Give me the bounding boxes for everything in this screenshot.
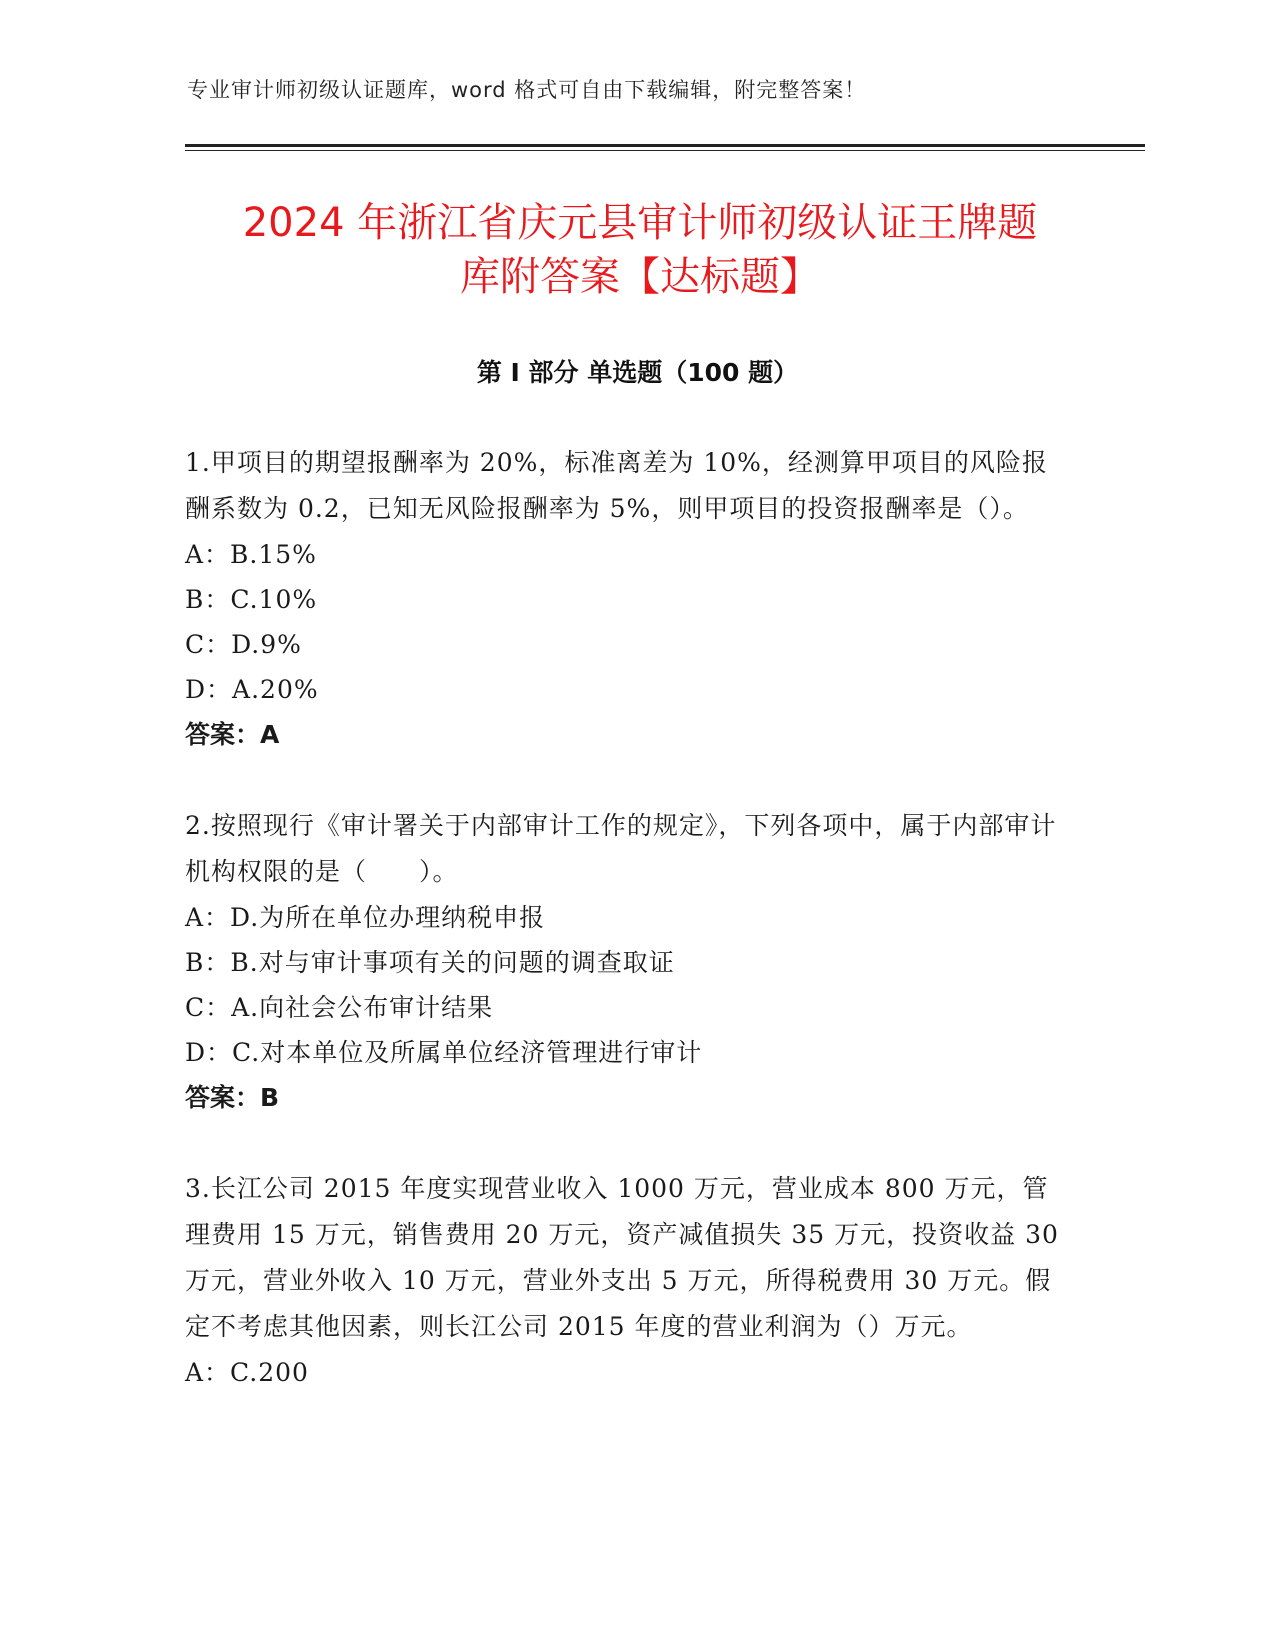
option-a: A：D.为所在单位办理纳税申报 xyxy=(185,903,546,932)
question-1 xyxy=(185,440,1065,757)
question-stem: 3.长江公司 2015 年度实现营业收入 1000 万元，营业成本 800 万元，管理费用 15 万元，销售费用 20 万元，资产减值损失 35 万元，投资收益 30 万元，营业外收入 10 万元，营业外支出 5 万元，所得税费用 30 万元。假定不考虑其他因素，则长江公司 2015 年度的营业利润为（）万元。 xyxy=(185,1174,1059,1341)
question-2 xyxy=(185,803,1065,1120)
option-b: B：B.对与审计事项有关的问题的调查取证 xyxy=(185,948,675,977)
question-list xyxy=(185,440,1065,1441)
header-rule xyxy=(185,144,1145,147)
option-a: A：B.15% xyxy=(185,540,317,569)
title-line-2: 库附答案【达标题】 xyxy=(460,254,820,300)
option-d: D：C.对本单位及所属单位经济管理进行审计 xyxy=(185,1038,703,1067)
option-d: D：A.20% xyxy=(185,675,319,704)
option-c: C：A.向社会公布审计结果 xyxy=(185,993,494,1022)
option-b: B：C.10% xyxy=(185,585,318,614)
question-stem: 1.甲项目的期望报酬率为 20%，标准离差为 10%，经测算甲项目的风险报酬系数为 0.2，已知无风险报酬率为 5%，则甲项目的投资报酬率是（）。 xyxy=(185,448,1048,523)
document-title xyxy=(190,196,1090,304)
header-rule-thin xyxy=(185,150,1145,151)
question-stem: 2.按照现行《审计署关于内部审计工作的规定》，下列各项中，属于内部审计机构权限的是（ ）。 xyxy=(185,811,1057,886)
option-a: A：C.200 xyxy=(185,1358,309,1387)
answer: 答案：A xyxy=(185,720,280,749)
header-note: 专业审计师初级认证题库，word 格式可自由下载编辑，附完整答案！ xyxy=(187,78,867,102)
title-line-1: 2024 年浙江省庆元县审计师初级认证王牌题 xyxy=(242,200,1038,246)
question-3 xyxy=(185,1166,1065,1395)
section-title: 第 I 部分 单选题（100 题） xyxy=(476,358,799,387)
option-c: C：D.9% xyxy=(185,630,302,659)
answer: 答案：B xyxy=(185,1083,280,1112)
